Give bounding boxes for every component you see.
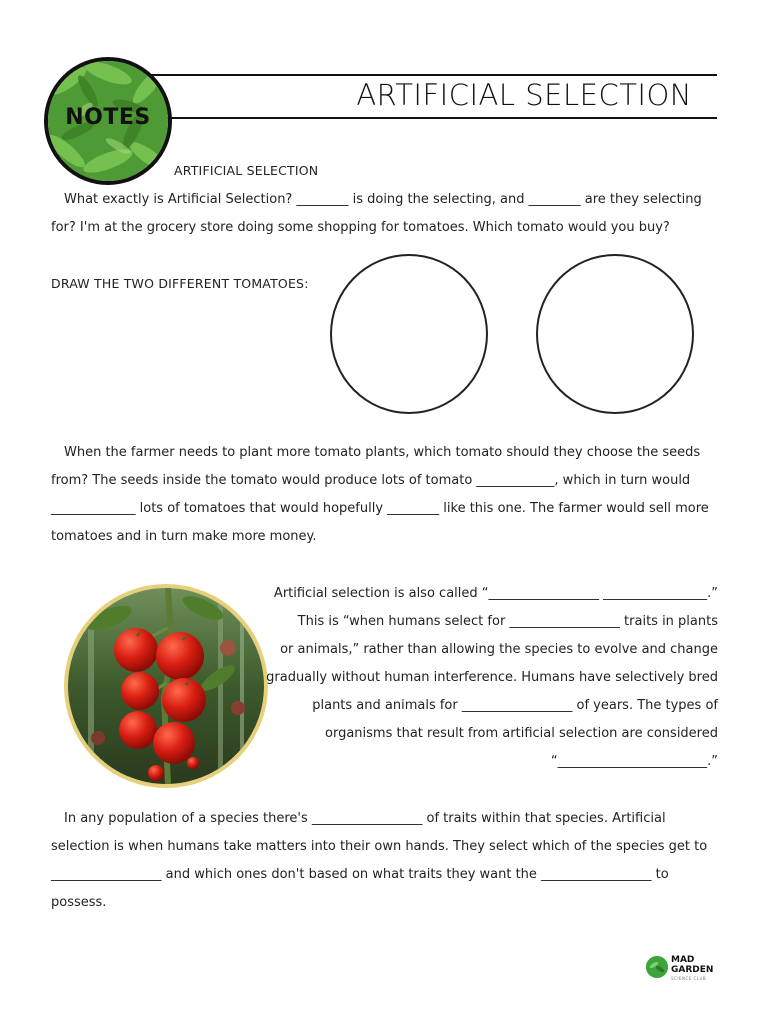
header-bottom-rule	[150, 117, 717, 119]
section-heading: ARTIFICIAL SELECTION	[174, 163, 319, 178]
also-called-line-4: gradually without human interference. Humans have selectively bred	[266, 670, 718, 685]
also-called-line-3: or animals,” rather than allowing the species to evolve and change	[280, 642, 718, 657]
population-line-3: _________________ and which ones don't based on what traits they want the _________________ to	[51, 867, 669, 882]
notes-badge-label: NOTES	[65, 105, 151, 130]
logo-wordmark	[671, 955, 713, 975]
header-top-rule	[150, 74, 717, 76]
logo-subtitle: SCIENCE CLUB	[671, 976, 707, 981]
notes-badge	[44, 57, 172, 185]
population-line-4: possess.	[51, 895, 107, 910]
population-line-1: In any population of a species there's _________________ of traits within that species. Artificial	[64, 811, 666, 826]
draw-prompt: DRAW THE TWO DIFFERENT TOMATOES:	[51, 276, 309, 291]
mad-garden-logo-icon	[646, 956, 668, 978]
tomato-drawing-circle-1[interactable]	[330, 254, 488, 414]
population-line-2: selection is when humans take matters into their own hands. They select which of the species get to	[51, 839, 708, 854]
logo-word-mad: MAD	[671, 955, 695, 965]
farmer-line-4: tomatoes and in turn make more money.	[51, 529, 317, 544]
also-called-line-6: organisms that result from artificial selection are considered	[325, 726, 718, 741]
tomato-vine-photo	[64, 584, 268, 788]
farmer-line-3: _____________ lots of tomatoes that would hopefully ________ like this one. The farmer would sell more	[51, 501, 709, 516]
also-called-line-1: Artificial selection is also called “_________________ ________________.”	[273, 586, 718, 601]
logo-word-garden: GARDEN	[671, 965, 714, 975]
also-called-line-7: “_______________________.”	[550, 754, 718, 769]
intro-line-2: for? I'm at the grocery store doing some shopping for tomatoes. Which tomato would you buy?	[51, 220, 670, 235]
farmer-line-2: from? The seeds inside the tomato would produce lots of tomato ____________, which in turn would	[51, 473, 691, 488]
also-called-line-2: This is “when humans select for _________________ traits in plants	[297, 614, 718, 629]
tomato-vine-image	[68, 588, 264, 784]
also-called-line-5: plants and animals for _________________ of years. The types of	[312, 698, 718, 713]
farmer-line-1: When the farmer needs to plant more tomato plants, which tomato should they choose the seeds	[64, 445, 701, 460]
intro-line-1: What exactly is Artificial Selection? ________ is doing the selecting, and ________ are they selecting	[64, 192, 702, 207]
tomato-drawing-circle-2[interactable]	[536, 254, 694, 414]
page-title: ARTIFICIAL SELECTION	[356, 78, 692, 112]
